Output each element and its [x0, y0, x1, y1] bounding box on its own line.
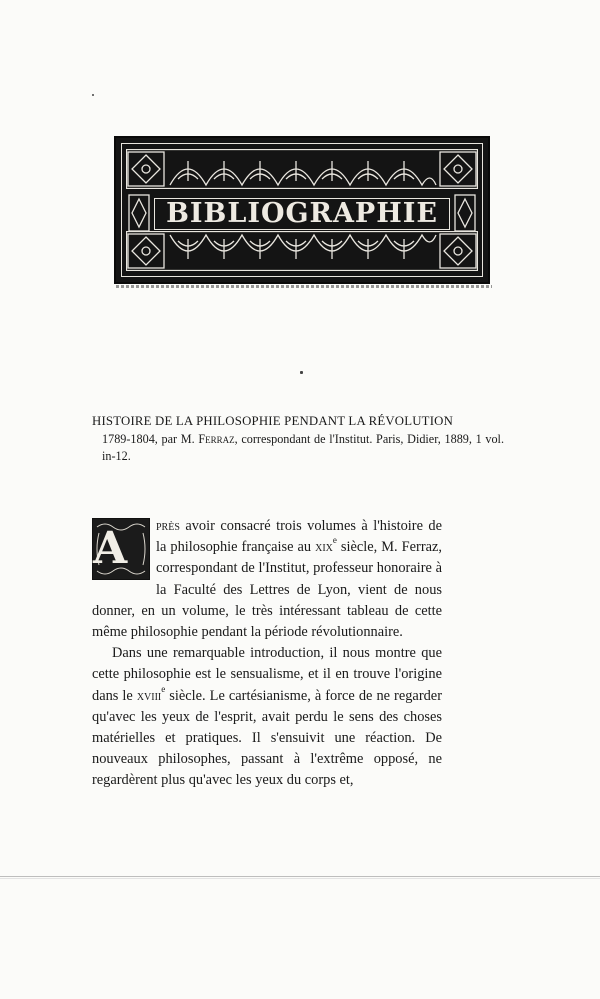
century-numeral: xviii [136, 687, 162, 704]
reference-publication-info: , correspondant de l'Institut. Paris, Didier, 1889, 1 vol. in-12. [102, 432, 504, 463]
dropcap-letter: A [93, 523, 128, 574]
opening-word: près [156, 518, 180, 534]
paragraph-1-text-b: siècle, M. Ferraz, correspondant de l'Institut, professeur honoraire à la Faculté des Lettres de Lyon, vient de nous donner, en un volume, le très intéressant tableau de cette même philosophie pendant la période révolutionnaire. [92, 539, 442, 641]
page-bottom-rule-shadow [0, 878, 600, 879]
bibliographic-reference [92, 413, 504, 465]
banner-side-ornament-left [128, 194, 150, 232]
paragraph-1-text-a: avoir consacré trois volumes à l'histoire de la philosophie française au [156, 518, 442, 556]
ornamental-dropcap [92, 518, 150, 580]
page-bottom-rule [0, 876, 600, 877]
superscript-e: e [332, 535, 337, 546]
banner-ornament-top [126, 149, 478, 189]
century-numeral: xix [315, 539, 333, 556]
print-speck [92, 94, 94, 96]
paragraph-2-text-a: Dans une remarquable introduction, il nous montre que cette philosophie est le sensualisme, et il en trouve l'origine dans le [92, 645, 442, 704]
reviewed-book-title: HISTOIRE DE LA PHILOSOPHIE PENDANT LA RÉVOLUTION [92, 414, 454, 428]
reference-author-name: Ferraz [198, 432, 235, 446]
banner-ornament-bottom [126, 231, 478, 271]
banner-underline [116, 285, 492, 288]
reference-dates-author: 1789-1804, par M. [102, 432, 195, 446]
bibliographie-banner [114, 136, 490, 284]
superscript-e: e [161, 683, 166, 694]
paragraph-2 [92, 643, 442, 791]
banner-title: BIBLIOGRAPHIE [166, 198, 438, 229]
paragraph-2-text-b: siècle. Le cartésianisme, à force de ne regarder qu'avec les yeux de l'esprit, avait perdu le sens des choses matérielles et pratiques. Il s'ensuivit une réaction. De nouveaux philosophes, passant à l'extrême opposé, ne regardèrent plus qu'avec les yeux du corps et, [92, 687, 442, 789]
print-speck [300, 371, 303, 374]
paragraph-1 [92, 516, 442, 643]
banner-title-panel [154, 198, 450, 230]
article-body [92, 516, 442, 792]
reviewed-book-details [102, 431, 504, 465]
banner-side-ornament-right [454, 194, 476, 232]
